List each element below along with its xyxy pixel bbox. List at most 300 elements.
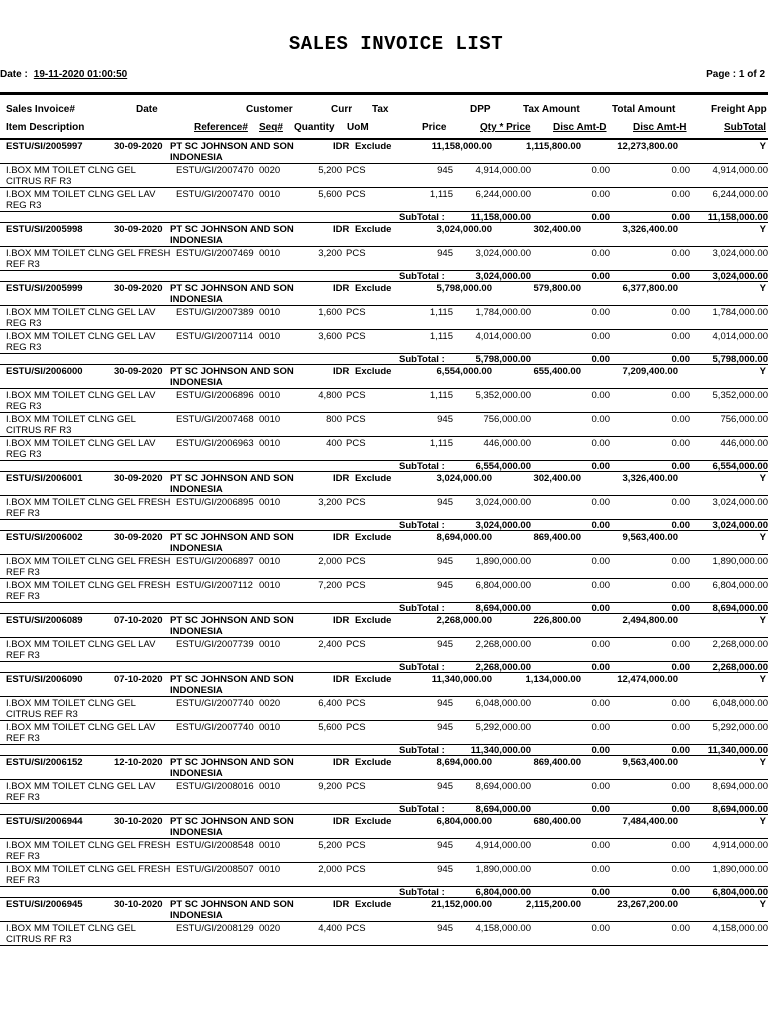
item-qty-price: 4,914,000.00 — [475, 840, 531, 851]
item-price: 945 — [437, 414, 453, 425]
item-reference: ESTU/GI/2007470 — [176, 165, 254, 176]
item-qty-price: 446,000.00 — [483, 438, 531, 449]
item-reference: ESTU/GI/2006963 — [176, 438, 254, 449]
item-reference: ESTU/GI/2006896 — [176, 390, 254, 401]
item-description: I.BOX MM TOILET CLNG GEL LAV REG R3 — [6, 189, 156, 211]
item-disc-h: 0.00 — [671, 414, 690, 425]
item-uom: PCS — [346, 781, 366, 792]
tax-type: Exclude — [355, 532, 392, 543]
total-amount: 2,494,800.00 — [622, 615, 678, 626]
item-qty-price: 8,694,000.00 — [475, 781, 531, 792]
item-price: 945 — [437, 580, 453, 591]
col-freight-app: Freight App — [711, 104, 767, 115]
item-quantity: 5,600 — [318, 189, 342, 200]
invoice-header-row — [0, 673, 768, 697]
subtotal-row — [0, 603, 768, 614]
invoice-number: ESTU/SI/2006000 — [6, 366, 83, 377]
col-price: Price — [422, 122, 447, 133]
line-item-row — [0, 721, 768, 745]
subtotal-value: 8,694,000.00 — [712, 603, 768, 614]
item-subtotal: 8,694,000.00 — [712, 781, 768, 792]
item-reference: ESTU/GI/2007469 — [176, 248, 254, 259]
item-uom: PCS — [346, 331, 366, 342]
item-disc-d: 0.00 — [591, 248, 610, 259]
dpp-amount: 11,158,000.00 — [431, 141, 492, 152]
total-amount: 12,474,000.00 — [617, 674, 678, 685]
subtotal-row — [0, 745, 768, 756]
item-seq: 0020 — [259, 923, 281, 934]
col-sales-invoice: Sales Invoice# — [6, 104, 75, 115]
subtotal-disc-h: 0.00 — [671, 461, 690, 472]
subtotal-label: SubTotal : — [399, 520, 445, 531]
item-uom: PCS — [346, 722, 366, 733]
customer-name: PT SC JOHNSON AND SON INDONESIA — [170, 757, 294, 779]
item-qty-price: 5,352,000.00 — [475, 390, 531, 401]
col-item-description: Item Description — [6, 122, 85, 133]
item-seq: 0010 — [259, 556, 281, 567]
item-disc-d: 0.00 — [591, 580, 610, 591]
subtotal-label: SubTotal : — [399, 745, 445, 756]
currency: IDR — [333, 473, 350, 484]
invoice-date: 30-09-2020 — [114, 283, 163, 294]
currency: IDR — [333, 532, 350, 543]
line-item-row — [0, 638, 768, 662]
subtotal-label: SubTotal : — [399, 804, 445, 815]
subtotal-disc-d: 0.00 — [591, 603, 610, 614]
total-amount: 6,377,800.00 — [622, 283, 678, 294]
subtotal-disc-d: 0.00 — [591, 745, 610, 756]
item-description: I.BOX MM TOILET CLNG GEL LAV REF R3 — [6, 781, 156, 803]
customer-name: PT SC JOHNSON AND SON INDONESIA — [170, 283, 294, 305]
tax-amount: 655,400.00 — [533, 366, 581, 377]
col-total-amount: Total Amount — [612, 104, 676, 115]
subtotal-disc-d: 0.00 — [591, 887, 610, 898]
subtotal-disc-d: 0.00 — [591, 271, 610, 282]
invoice-date: 12-10-2020 — [114, 757, 163, 768]
item-uom: PCS — [346, 840, 366, 851]
line-item-row — [0, 579, 768, 603]
item-uom: PCS — [346, 307, 366, 318]
item-qty-price: 3,024,000.00 — [475, 497, 531, 508]
item-description: I.BOX MM TOILET CLNG GEL FRESH REF R3 — [6, 580, 171, 602]
invoice-header-row — [0, 898, 768, 922]
customer-name: PT SC JOHNSON AND SON INDONESIA — [170, 674, 294, 696]
subtotal-qty-price: 3,024,000.00 — [475, 520, 531, 531]
invoice-date: 30-10-2020 — [114, 899, 163, 910]
freight-flag: Y — [759, 816, 766, 827]
item-disc-h: 0.00 — [671, 781, 690, 792]
item-description: I.BOX MM TOILET CLNG GEL CITRUS RF R3 — [6, 414, 136, 436]
item-reference: ESTU/GI/2007389 — [176, 307, 254, 318]
item-seq: 0010 — [259, 639, 281, 650]
item-price: 945 — [437, 698, 453, 709]
subtotal-label: SubTotal : — [399, 887, 445, 898]
currency: IDR — [333, 757, 350, 768]
currency: IDR — [333, 224, 350, 235]
subtotal-disc-h: 0.00 — [671, 603, 690, 614]
total-amount: 9,563,400.00 — [622, 757, 678, 768]
item-disc-h: 0.00 — [671, 722, 690, 733]
item-seq: 0010 — [259, 840, 281, 851]
total-amount: 7,209,400.00 — [622, 366, 678, 377]
invoice-date: 30-09-2020 — [114, 224, 163, 235]
subtotal-disc-h: 0.00 — [671, 520, 690, 531]
item-quantity: 5,200 — [318, 165, 342, 176]
customer-name: PT SC JOHNSON AND SON INDONESIA — [170, 899, 294, 921]
page-indicator: Page : 1 of 2 — [706, 69, 765, 80]
freight-flag: Y — [759, 224, 766, 235]
total-amount: 7,484,400.00 — [622, 816, 678, 827]
customer-name: PT SC JOHNSON AND SON INDONESIA — [170, 615, 294, 637]
item-disc-d: 0.00 — [591, 497, 610, 508]
tax-amount: 869,400.00 — [533, 532, 581, 543]
item-price: 945 — [437, 639, 453, 650]
item-reference: ESTU/GI/2007740 — [176, 722, 254, 733]
tax-amount: 2,115,200.00 — [526, 899, 581, 910]
item-price: 1,115 — [429, 438, 453, 449]
item-qty-price: 6,048,000.00 — [475, 698, 531, 709]
line-item-row — [0, 188, 768, 212]
subtotal-row — [0, 271, 768, 282]
subtotal-value: 6,554,000.00 — [712, 461, 768, 472]
tax-amount: 680,400.00 — [533, 816, 581, 827]
item-description: I.BOX MM TOILET CLNG GEL LAV REF R3 — [6, 639, 156, 661]
item-disc-h: 0.00 — [671, 189, 690, 200]
item-disc-d: 0.00 — [591, 189, 610, 200]
line-item-row — [0, 496, 768, 520]
item-qty-price: 1,784,000.00 — [475, 307, 531, 318]
tax-amount: 302,400.00 — [533, 224, 581, 235]
item-quantity: 2,400 — [318, 639, 342, 650]
col-tax: Tax — [372, 104, 389, 115]
item-subtotal: 6,804,000.00 — [712, 580, 768, 591]
dpp-amount: 8,694,000.00 — [436, 532, 492, 543]
invoice-header-row — [0, 815, 768, 839]
item-qty-price: 1,890,000.00 — [475, 864, 531, 875]
item-subtotal: 5,352,000.00 — [712, 390, 768, 401]
line-item-row — [0, 330, 768, 354]
total-amount: 12,273,800.00 — [617, 141, 678, 152]
item-uom: PCS — [346, 165, 366, 176]
subtotal-disc-h: 0.00 — [671, 662, 690, 673]
item-price: 1,115 — [429, 331, 453, 342]
item-subtotal: 446,000.00 — [720, 438, 768, 449]
line-item-row — [0, 306, 768, 330]
tax-type: Exclude — [355, 224, 392, 235]
tax-type: Exclude — [355, 141, 392, 152]
item-subtotal: 4,914,000.00 — [712, 840, 768, 851]
subtotal-label: SubTotal : — [399, 271, 445, 282]
item-description: I.BOX MM TOILET CLNG GEL FRESH REF R3 — [6, 556, 171, 578]
item-price: 945 — [437, 840, 453, 851]
line-item-row — [0, 413, 768, 437]
item-disc-d: 0.00 — [591, 864, 610, 875]
invoice-header-row — [0, 365, 768, 389]
col-customer: Customer — [246, 104, 293, 115]
item-description: I.BOX MM TOILET CLNG GEL LAV REG R3 — [6, 331, 156, 353]
item-price: 1,115 — [429, 307, 453, 318]
subtotal-row — [0, 662, 768, 673]
tax-amount: 579,800.00 — [533, 283, 581, 294]
item-uom: PCS — [346, 390, 366, 401]
item-reference: ESTU/GI/2007112 — [176, 580, 253, 591]
item-price: 945 — [437, 781, 453, 792]
line-item-row — [0, 863, 768, 887]
item-subtotal: 1,890,000.00 — [712, 556, 768, 567]
subtotal-value: 3,024,000.00 — [712, 520, 768, 531]
item-qty-price: 3,024,000.00 — [475, 248, 531, 259]
item-disc-d: 0.00 — [591, 722, 610, 733]
tax-amount: 226,800.00 — [533, 615, 581, 626]
item-quantity: 9,200 — [318, 781, 342, 792]
item-disc-h: 0.00 — [671, 556, 690, 567]
item-quantity: 3,600 — [318, 331, 342, 342]
item-disc-h: 0.00 — [671, 248, 690, 259]
report-date-label: Date : — [0, 69, 28, 80]
subtotal-disc-h: 0.00 — [671, 354, 690, 365]
item-quantity: 4,800 — [318, 390, 342, 401]
tax-type: Exclude — [355, 899, 392, 910]
item-uom: PCS — [346, 497, 366, 508]
item-description: I.BOX MM TOILET CLNG GEL LAV REG R3 — [6, 307, 156, 329]
dpp-amount: 3,024,000.00 — [436, 473, 492, 484]
item-qty-price: 756,000.00 — [483, 414, 531, 425]
subtotal-label: SubTotal : — [399, 603, 445, 614]
item-disc-d: 0.00 — [591, 165, 610, 176]
invoice-header-row — [0, 282, 768, 306]
line-item-row — [0, 247, 768, 271]
invoice-number: ESTU/SI/2005998 — [6, 224, 83, 235]
tax-type: Exclude — [355, 366, 392, 377]
subtotal-qty-price: 8,694,000.00 — [475, 804, 531, 815]
total-amount: 3,326,400.00 — [622, 473, 678, 484]
dpp-amount: 11,340,000.00 — [431, 674, 492, 685]
item-quantity: 5,600 — [318, 722, 342, 733]
subtotal-value: 8,694,000.00 — [712, 804, 768, 815]
item-description: I.BOX MM TOILET CLNG GEL CITRUS REF R3 — [6, 698, 136, 720]
item-quantity: 4,400 — [318, 923, 342, 934]
item-quantity: 7,200 — [318, 580, 342, 591]
item-quantity: 6,400 — [318, 698, 342, 709]
item-disc-h: 0.00 — [671, 307, 690, 318]
item-price: 945 — [437, 556, 453, 567]
subtotal-qty-price: 6,554,000.00 — [475, 461, 531, 472]
subtotal-label: SubTotal : — [399, 212, 445, 223]
currency: IDR — [333, 141, 350, 152]
col-disc-amt-h: Disc Amt-H — [633, 122, 687, 133]
item-qty-price: 4,914,000.00 — [475, 165, 531, 176]
item-disc-d: 0.00 — [591, 390, 610, 401]
subtotal-qty-price: 11,340,000.00 — [470, 745, 531, 756]
subtotal-disc-d: 0.00 — [591, 461, 610, 472]
item-quantity: 3,200 — [318, 497, 342, 508]
item-seq: 0010 — [259, 331, 281, 342]
item-subtotal: 1,890,000.00 — [712, 864, 768, 875]
item-uom: PCS — [346, 639, 366, 650]
tax-type: Exclude — [355, 674, 392, 685]
freight-flag: Y — [759, 674, 766, 685]
freight-flag: Y — [759, 283, 766, 294]
freight-flag: Y — [759, 615, 766, 626]
item-seq: 0010 — [259, 497, 281, 508]
customer-name: PT SC JOHNSON AND SON INDONESIA — [170, 366, 294, 388]
customer-name: PT SC JOHNSON AND SON INDONESIA — [170, 473, 294, 495]
subtotal-disc-h: 0.00 — [671, 271, 690, 282]
item-seq: 0010 — [259, 438, 281, 449]
item-disc-h: 0.00 — [671, 165, 690, 176]
item-disc-h: 0.00 — [671, 580, 690, 591]
subtotal-qty-price: 5,798,000.00 — [475, 354, 531, 365]
dpp-amount: 3,024,000.00 — [436, 224, 492, 235]
item-subtotal: 3,024,000.00 — [712, 497, 768, 508]
item-seq: 0010 — [259, 781, 281, 792]
item-quantity: 400 — [326, 438, 342, 449]
line-item-row — [0, 780, 768, 804]
item-uom: PCS — [346, 580, 366, 591]
item-reference: ESTU/GI/2008507 — [176, 864, 254, 875]
item-seq: 0010 — [259, 189, 281, 200]
invoice-header-row — [0, 614, 768, 638]
item-disc-h: 0.00 — [671, 698, 690, 709]
report-date-value: 19-11-2020 01:00:50 — [33, 69, 128, 80]
subtotal-row — [0, 887, 768, 898]
col-date: Date — [136, 104, 158, 115]
item-disc-h: 0.00 — [671, 331, 690, 342]
item-description: I.BOX MM TOILET CLNG GEL LAV REF R3 — [6, 722, 156, 744]
col-disc-amt-d: Disc Amt-D — [553, 122, 607, 133]
item-quantity: 5,200 — [318, 840, 342, 851]
invoice-date: 30-09-2020 — [114, 473, 163, 484]
item-uom: PCS — [346, 923, 366, 934]
item-disc-d: 0.00 — [591, 840, 610, 851]
invoice-date: 07-10-2020 — [114, 615, 163, 626]
tax-type: Exclude — [355, 283, 392, 294]
tax-type: Exclude — [355, 816, 392, 827]
item-quantity: 2,000 — [318, 864, 342, 875]
item-quantity: 2,000 — [318, 556, 342, 567]
dpp-amount: 2,268,000.00 — [436, 615, 492, 626]
item-subtotal: 756,000.00 — [720, 414, 768, 425]
item-disc-h: 0.00 — [671, 390, 690, 401]
item-disc-d: 0.00 — [591, 923, 610, 934]
item-qty-price: 4,158,000.00 — [475, 923, 531, 934]
item-subtotal: 6,048,000.00 — [712, 698, 768, 709]
freight-flag: Y — [759, 899, 766, 910]
currency: IDR — [333, 899, 350, 910]
item-subtotal: 6,244,000.00 — [712, 189, 768, 200]
dpp-amount: 6,554,000.00 — [436, 366, 492, 377]
item-seq: 0010 — [259, 722, 281, 733]
col-tax-amount: Tax Amount — [523, 104, 580, 115]
subtotal-value: 3,024,000.00 — [712, 271, 768, 282]
item-reference: ESTU/GI/2007468 — [176, 414, 254, 425]
item-disc-h: 0.00 — [671, 840, 690, 851]
item-seq: 0010 — [259, 307, 281, 318]
item-subtotal: 3,024,000.00 — [712, 248, 768, 259]
freight-flag: Y — [759, 473, 766, 484]
item-subtotal: 5,292,000.00 — [712, 722, 768, 733]
item-price: 1,115 — [429, 390, 453, 401]
subtotal-disc-d: 0.00 — [591, 354, 610, 365]
subtotal-disc-d: 0.00 — [591, 662, 610, 673]
subtotal-value: 11,158,000.00 — [707, 212, 768, 223]
item-reference: ESTU/GI/2007739 — [176, 639, 254, 650]
item-subtotal: 4,914,000.00 — [712, 165, 768, 176]
line-item-row — [0, 922, 768, 946]
subtotal-qty-price: 3,024,000.00 — [475, 271, 531, 282]
subtotal-row — [0, 804, 768, 815]
item-reference: ESTU/GI/2007470 — [176, 189, 254, 200]
item-price: 945 — [437, 248, 453, 259]
subtotal-disc-h: 0.00 — [671, 804, 690, 815]
item-disc-d: 0.00 — [591, 331, 610, 342]
line-item-row — [0, 697, 768, 721]
subtotal-disc-d: 0.00 — [591, 212, 610, 223]
item-seq: 0010 — [259, 864, 281, 875]
subtotal-disc-d: 0.00 — [591, 520, 610, 531]
subtotal-qty-price: 6,804,000.00 — [475, 887, 531, 898]
tax-amount: 1,134,000.00 — [525, 674, 581, 685]
subtotal-qty-price: 11,158,000.00 — [470, 212, 531, 223]
col-dpp: DPP — [470, 104, 491, 115]
item-description: I.BOX MM TOILET CLNG GEL LAV REG R3 — [6, 438, 156, 460]
line-item-row — [0, 839, 768, 863]
item-quantity: 3,200 — [318, 248, 342, 259]
item-qty-price: 6,804,000.00 — [475, 580, 531, 591]
item-reference: ESTU/GI/2007114 — [176, 331, 253, 342]
item-disc-d: 0.00 — [591, 438, 610, 449]
item-disc-h: 0.00 — [671, 438, 690, 449]
tax-amount: 1,115,800.00 — [526, 141, 581, 152]
item-disc-h: 0.00 — [671, 864, 690, 875]
item-seq: 0020 — [259, 698, 281, 709]
item-description: I.BOX MM TOILET CLNG GEL LAV REG R3 — [6, 390, 156, 412]
tax-type: Exclude — [355, 473, 392, 484]
invoice-date: 30-10-2020 — [114, 816, 163, 827]
item-subtotal: 1,784,000.00 — [712, 307, 768, 318]
item-seq: 0010 — [259, 414, 281, 425]
invoice-number: ESTU/SI/2005999 — [6, 283, 83, 294]
item-subtotal: 4,158,000.00 — [712, 923, 768, 934]
invoice-number: ESTU/SI/2006945 — [6, 899, 83, 910]
freight-flag: Y — [759, 141, 766, 152]
item-uom: PCS — [346, 438, 366, 449]
dpp-amount: 5,798,000.00 — [436, 283, 492, 294]
col-curr: Curr — [331, 104, 353, 115]
subtotal-row — [0, 354, 768, 365]
subtotal-label: SubTotal : — [399, 662, 445, 673]
subtotal-label: SubTotal : — [399, 354, 445, 365]
invoice-date: 30-09-2020 — [114, 532, 163, 543]
item-uom: PCS — [346, 556, 366, 567]
customer-name: PT SC JOHNSON AND SON INDONESIA — [170, 224, 294, 246]
item-qty-price: 6,244,000.00 — [475, 189, 531, 200]
item-description: I.BOX MM TOILET CLNG GEL FRESH REF R3 — [6, 840, 171, 862]
item-description: I.BOX MM TOILET CLNG GEL FRESH REF R3 — [6, 248, 171, 270]
item-disc-h: 0.00 — [671, 639, 690, 650]
col-uom: UoM — [347, 122, 369, 133]
line-item-row — [0, 164, 768, 188]
item-reference: ESTU/GI/2008129 — [176, 923, 254, 934]
subtotal-row — [0, 461, 768, 472]
col-reference: Reference# — [194, 122, 248, 133]
subtotal-label: SubTotal : — [399, 461, 445, 472]
item-uom: PCS — [346, 864, 366, 875]
subtotal-qty-price: 8,694,000.00 — [475, 603, 531, 614]
subtotal-qty-price: 2,268,000.00 — [475, 662, 531, 673]
item-uom: PCS — [346, 189, 366, 200]
subtotal-disc-h: 0.00 — [671, 212, 690, 223]
